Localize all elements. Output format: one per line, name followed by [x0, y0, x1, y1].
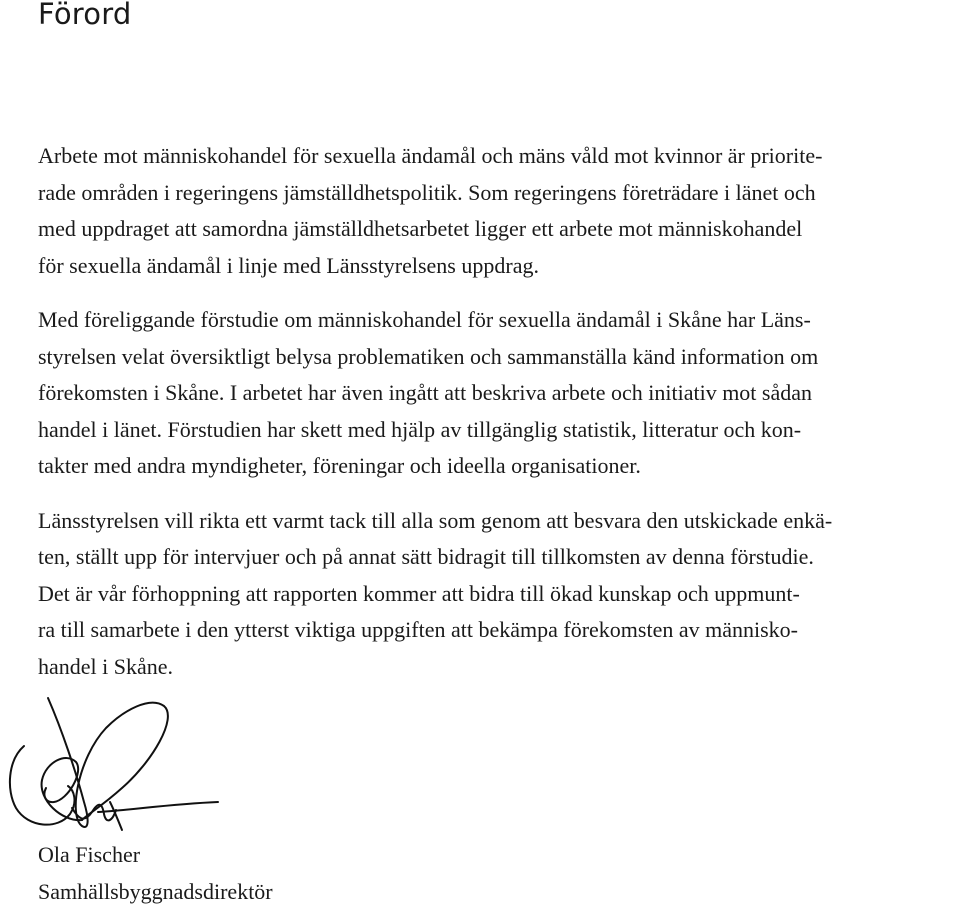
signer-name: Ola Fischer — [38, 837, 273, 874]
text-line: ten, ställt upp för intervjuer och på annat sätt bidragit till tillkomsten av denna förstudie. — [38, 539, 958, 576]
handwritten-signature — [2, 690, 232, 840]
text-line: takter med andra myndigheter, föreningar och ideella organisationer. — [38, 448, 958, 485]
text-line: för sexuella ändamål i linje med Länsstyrelsens uppdrag. — [38, 248, 958, 285]
text-line: handel i Skåne. — [38, 649, 958, 686]
paragraph-3 — [38, 503, 958, 686]
text-line: styrelsen velat översiktligt belysa problematiken och sammanställa känd information om — [38, 339, 958, 376]
page-title: Förord — [38, 0, 131, 32]
text-line: Arbete mot människohandel för sexuella ändamål och mäns våld mot kvinnor är priorite- — [38, 138, 958, 175]
text-line: rade områden i regeringens jämställdhetspolitik. Som regeringens företrädare i länet och — [38, 175, 958, 212]
text-line: ra till samarbete i den ytterst viktiga uppgiften att bekämpa förekomsten av människo- — [38, 612, 958, 649]
text-line: handel i länet. Förstudien har skett med hjälp av tillgänglig statistik, litteratur och kon- — [38, 412, 958, 449]
text-line: Länsstyrelsen vill rikta ett varmt tack till alla som genom att besvara den utskickade enkä- — [38, 503, 958, 540]
signer-title: Samhällsbyggnadsdirektör — [38, 874, 273, 910]
text-line: förekomsten i Skåne. I arbetet har även ingått att beskriva arbete och initiativ mot sådan — [38, 375, 958, 412]
paragraph-1 — [38, 138, 958, 284]
foreword-body — [38, 138, 958, 703]
signer-block — [38, 837, 273, 910]
text-line: Det är vår förhoppning att rapporten kommer att bidra till ökad kunskap och uppmunt- — [38, 576, 958, 613]
text-line: Med föreliggande förstudie om människohandel för sexuella ändamål i Skåne har Läns- — [38, 302, 958, 339]
text-line: med uppdraget att samordna jämställdhetsarbetet ligger ett arbete mot människohandel — [38, 211, 958, 248]
paragraph-2 — [38, 302, 958, 485]
